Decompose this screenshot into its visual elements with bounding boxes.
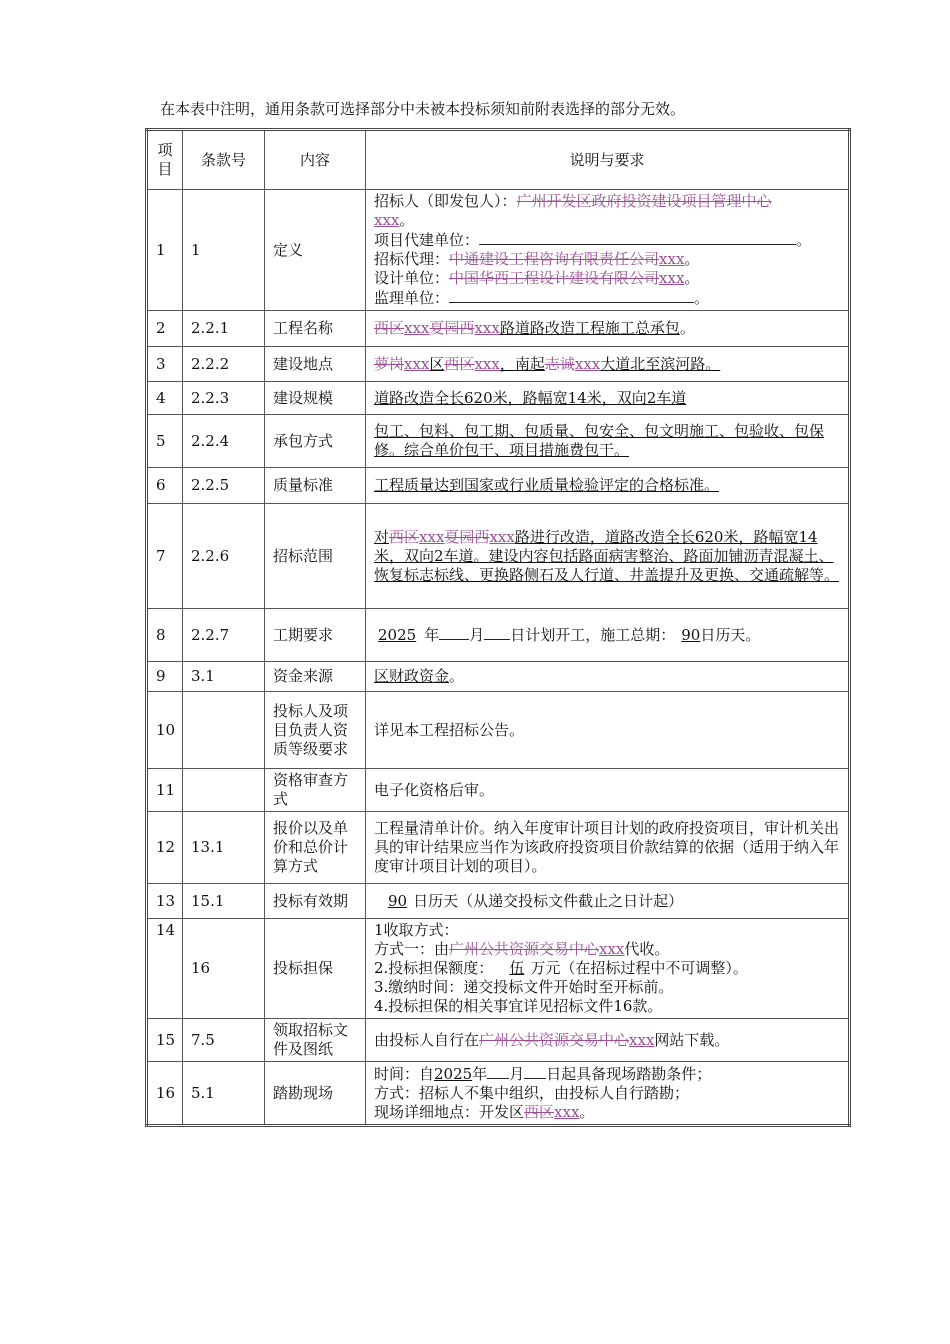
table-row (147, 692, 850, 769)
header-clause: 条款号 (183, 130, 265, 190)
text: 包工、包料、包工期、包质量、包安全、包文明施工、包验收、包保修。综合单价包干、项目措施费包干。 (374, 422, 825, 459)
validity-days: 90 (388, 891, 408, 910)
row-no: 16 (147, 1062, 183, 1126)
table-row (147, 812, 850, 884)
row-no: 11 (147, 769, 183, 812)
deleted-text: 中国华西工程设计建设有限公司 (449, 269, 660, 287)
row-clause: 2.2.3 (183, 382, 265, 415)
text: 方式：招标人不集中组织，由投标人自行踏勘； (374, 1084, 690, 1102)
text: 。 (684, 269, 700, 287)
row-clause: 2.2.2 (183, 347, 265, 382)
table-row (147, 468, 850, 504)
text: 3.缴纳时间：递交投标文件开始时至开标前。 (374, 978, 674, 996)
text: 年 (424, 626, 440, 644)
row-desc (366, 382, 850, 415)
row-clause: 5.1 (183, 1062, 265, 1126)
start-year: 2025 (378, 626, 417, 644)
row-clause: 2.2.6 (183, 504, 265, 609)
header-desc: 说明与要求 (366, 130, 850, 190)
text: 。 (796, 231, 812, 249)
text: 大道北至滨河路。 (600, 354, 721, 373)
row-clause: 1 (183, 190, 265, 311)
row-desc (366, 662, 850, 692)
row-clause: 15.1 (183, 884, 265, 919)
row-content: 踏勘现场 (265, 1062, 366, 1126)
row-content: 工期要求 (265, 609, 366, 662)
text: 对 (374, 527, 390, 546)
deleted-text: 广州公共资源交易中心 (449, 940, 600, 958)
table-row (147, 311, 850, 347)
blank-line (449, 288, 694, 303)
row-no: 3 (147, 347, 183, 382)
row-clause (183, 692, 265, 769)
row-content: 资金来源 (265, 662, 366, 692)
inserted-text: xxx (659, 250, 685, 268)
row-content: 定义 (265, 190, 366, 311)
inserted-text: xxx (629, 1030, 655, 1049)
text: 1收取方式： (374, 921, 459, 939)
table-row (147, 1062, 850, 1126)
deleted-text: 广州开发区政府投资建设项目管理中心 (516, 192, 772, 210)
text: 由投标人自行在 (374, 1030, 480, 1049)
text: 工程质量达到国家或行业质量检验评定的合格标准。 (374, 476, 720, 494)
row-content: 建设规模 (265, 382, 366, 415)
row-clause: 2.2.5 (183, 468, 265, 504)
inserted-text: xxx (404, 319, 430, 337)
text: 月 (469, 626, 485, 644)
row-desc (366, 347, 850, 382)
row-content: 质量标准 (265, 468, 366, 504)
table-header-row (147, 130, 850, 190)
row-desc (366, 468, 850, 504)
table-row (147, 1019, 850, 1062)
row-clause: 2.2.7 (183, 609, 265, 662)
table-row (147, 919, 850, 1019)
row-desc (366, 504, 850, 609)
text: 区财政资金 (374, 667, 450, 685)
text: 区 (429, 354, 445, 373)
text: 路道路改造工程施工总承包 (499, 319, 680, 337)
row-desc: 电子化资格后审。 (366, 769, 850, 812)
inserted-text: xxx (374, 211, 400, 229)
deleted-text: 广州公共资源交易中心 (479, 1030, 630, 1049)
inserted-text: xxx (419, 527, 445, 546)
text: 2.投标担保额度： (374, 959, 494, 977)
inserted-text: xxx (489, 527, 515, 546)
table-row (147, 347, 850, 382)
header-content: 内容 (265, 130, 366, 190)
row-desc (366, 415, 850, 468)
row-content: 建设地点 (265, 347, 366, 382)
row-desc (366, 609, 850, 662)
deleted-text: 西区 (374, 319, 405, 337)
text: 招标代理： (374, 250, 450, 268)
deleted-text: 萝岗 (374, 354, 405, 373)
text: 现场详细地点：开发区 (374, 1103, 525, 1121)
text: 。 (679, 319, 695, 337)
inserted-text: xxx (599, 940, 625, 958)
text: 项目代建单位： (374, 231, 480, 249)
table-row (147, 769, 850, 812)
row-desc: 工程量清单计价。纳入年度审计项目计划的政府投资项目，审计机关出具的审计结果应当作为该政府投资项目价款结算的依据（适用于纳入年度审计项目计划的项目）。 (366, 812, 850, 884)
text: 方式一：由 (374, 940, 450, 958)
blank-line (487, 1064, 509, 1079)
inserted-text: xxx (554, 1103, 580, 1121)
text: 监理单位： (374, 289, 450, 307)
row-clause: 13.1 (183, 812, 265, 884)
row-no: 9 (147, 662, 183, 692)
text: 路进行改造，道路改造全长620米，路幅宽14米，双向2车道。建设内容包括路面病害整治、路面加铺沥青混凝土、恢复标志标线、更换路侧石及人行道、井盖提升及更换、交通疏解等。 (374, 527, 840, 584)
text: 。 (579, 1103, 595, 1121)
text: 时间：自 (374, 1065, 435, 1083)
row-no: 10 (147, 692, 183, 769)
row-no: 7 (147, 504, 183, 609)
row-content: 工程名称 (265, 311, 366, 347)
text: 日历天（从递交投标文件截止之日计起） (413, 891, 684, 910)
row-content: 投标人及项目负责人资质等级要求 (265, 692, 366, 769)
row-clause: 2.2.4 (183, 415, 265, 468)
text: 日历天。 (700, 626, 761, 644)
row-no: 6 (147, 468, 183, 504)
row-content: 承包方式 (265, 415, 366, 468)
table-row (147, 504, 850, 609)
deleted-text: 中通建设工程咨询有限责任公司 (449, 250, 660, 268)
text: 道路改造全长620米，路幅宽14米，双向2车道 (374, 388, 687, 407)
text: 月 (509, 1065, 525, 1083)
row-desc (366, 1019, 850, 1062)
text: 网站下载。 (654, 1030, 730, 1049)
inserted-text: xxx (574, 354, 601, 373)
row-no: 2 (147, 311, 183, 347)
text: 设计单位： (374, 269, 450, 287)
blank-line (479, 230, 796, 245)
row-desc (366, 1062, 850, 1126)
text: 。 (449, 667, 465, 685)
row-clause: 2.2.1 (183, 311, 265, 347)
table-row (147, 609, 850, 662)
text: ，南起 (499, 354, 545, 373)
table-row (147, 415, 850, 468)
guarantee-amount: 伍 (509, 959, 525, 977)
table-row (147, 884, 850, 919)
inserted-text: xxx (659, 269, 685, 287)
row-desc (366, 311, 850, 347)
row-content: 投标有效期 (265, 884, 366, 919)
deleted-text: 西区 (444, 354, 475, 373)
blank-line (484, 625, 510, 640)
deleted-text: 西区 (389, 527, 420, 546)
text: 日起具备现场踏勘条件； (546, 1065, 712, 1083)
row-no: 4 (147, 382, 183, 415)
row-clause (183, 769, 265, 812)
text: 。 (684, 250, 700, 268)
bid-info-table (145, 128, 851, 1127)
row-content: 报价以及单价和总价计算方式 (265, 812, 366, 884)
row-content: 招标范围 (265, 504, 366, 609)
inserted-text: xxx (474, 354, 500, 373)
survey-year: 2025 (434, 1065, 473, 1083)
text: 代收。 (624, 940, 670, 958)
header-item: 项目 (147, 130, 183, 190)
row-desc (366, 919, 850, 1019)
row-no: 15 (147, 1019, 183, 1062)
row-no: 14 (147, 919, 183, 1019)
row-clause: 16 (183, 919, 265, 1019)
deleted-text: 西区 (524, 1103, 555, 1121)
text: 4.投标担保的相关事宜详见招标文件16款。 (374, 997, 663, 1015)
row-no: 5 (147, 415, 183, 468)
row-content: 领取招标文件及图纸 (265, 1019, 366, 1062)
text: 招标人（即发包人）： (374, 192, 517, 210)
total-days: 90 (681, 626, 701, 644)
blank-line (524, 1064, 546, 1079)
row-content: 投标担保 (265, 919, 366, 1019)
row-desc (366, 190, 850, 311)
table-row (147, 190, 850, 311)
table-row (147, 662, 850, 692)
row-no: 13 (147, 884, 183, 919)
row-no: 12 (147, 812, 183, 884)
row-no: 1 (147, 190, 183, 311)
row-content: 资格审查方式 (265, 769, 366, 812)
intro-note: 在本表中注明，通用条款可选择部分中未被本投标须知前附表选择的部分无效。 (160, 100, 686, 118)
deleted-text: 志诚 (544, 354, 575, 373)
row-no: 8 (147, 609, 183, 662)
row-clause: 7.5 (183, 1019, 265, 1062)
text: 日计划开工，施工总期： (510, 626, 676, 644)
row-desc: 详见本工程招标公告。 (366, 692, 850, 769)
text: 。 (399, 211, 415, 229)
row-clause: 3.1 (183, 662, 265, 692)
text: 。 (694, 289, 710, 307)
deleted-text: 夏园西 (429, 319, 475, 337)
deleted-text: 夏园西 (444, 527, 490, 546)
inserted-text: xxx (474, 319, 500, 337)
inserted-text: xxx (404, 354, 430, 373)
text: 年 (472, 1065, 488, 1083)
row-desc (366, 884, 850, 919)
table-row (147, 382, 850, 415)
text: 万元（在招标过程中不可调整）。 (530, 959, 748, 977)
blank-line (439, 625, 469, 640)
